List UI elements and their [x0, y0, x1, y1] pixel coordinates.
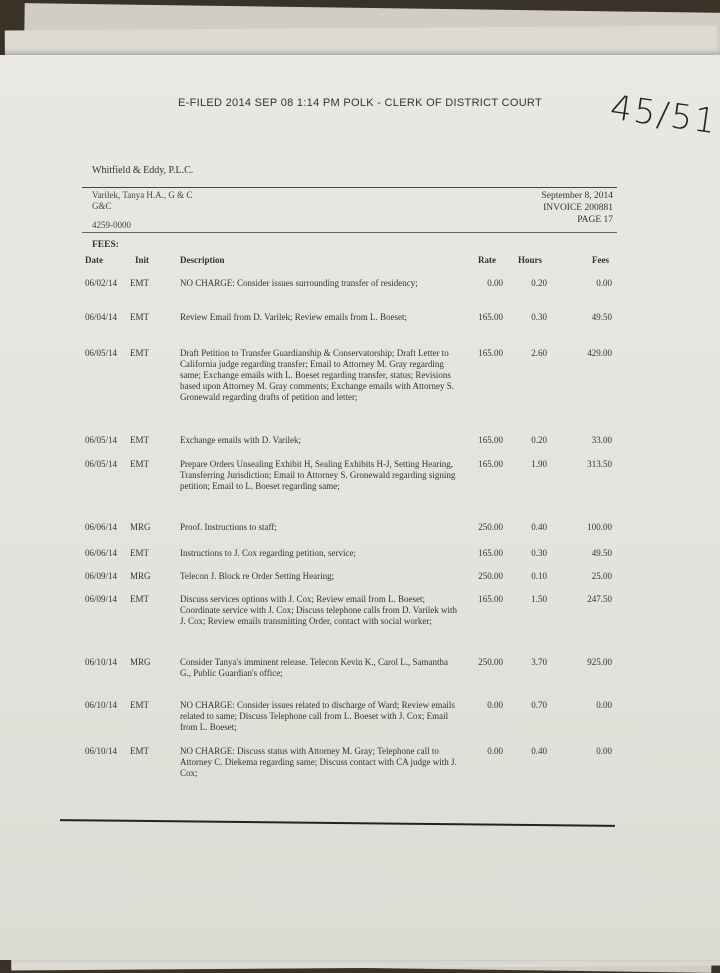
handwritten-page-note: 45/51 — [607, 87, 720, 143]
row-rate: 250.00 — [478, 657, 503, 667]
row-fees: 247.50 — [587, 594, 612, 604]
row-date: 06/05/14 — [85, 435, 118, 445]
row-hours: 0.30 — [531, 312, 547, 322]
row-hours: 1.90 — [531, 459, 547, 469]
row-initials: EMT — [130, 278, 149, 288]
row-description: NO CHARGE: Consider issues related to discharge of Ward; Review emails related to same; Discuss Telephone call from L. Boeset with J. Cox; Email from L. Boeset; — [180, 700, 455, 732]
header-divider — [82, 232, 617, 233]
col-description-header: Description — [180, 255, 225, 265]
row-date: 06/10/14 — [85, 746, 118, 756]
row-date: 06/06/14 — [85, 522, 118, 532]
row-fees: 0.00 — [596, 700, 612, 710]
row-rate: 0.00 — [487, 746, 503, 756]
row-date: 06/10/14 — [85, 657, 118, 667]
header-rule — [82, 187, 617, 188]
row-rate: 250.00 — [478, 522, 503, 532]
row-date: 06/02/14 — [85, 278, 118, 288]
row-rate: 165.00 — [478, 348, 503, 358]
col-rate-header: Rate — [478, 255, 496, 265]
row-initials: MRG — [130, 571, 151, 581]
row-description: Instructions to J. Cox regarding petition, service; — [180, 548, 356, 558]
row-date: 06/05/14 — [85, 348, 118, 358]
row-date: 06/09/14 — [85, 594, 118, 604]
row-rate: 165.00 — [478, 548, 503, 558]
row-fees: 313.50 — [587, 459, 612, 469]
row-description: Telecon J. Block re Order Setting Hearing; — [180, 571, 335, 581]
row-hours: 0.20 — [531, 435, 547, 445]
col-hours-header: Hours — [518, 255, 543, 265]
row-date: 06/06/14 — [85, 548, 118, 558]
row-fees: 0.00 — [596, 746, 612, 756]
row-fees: 49.50 — [591, 548, 612, 558]
client-name: Varilek, Tanya H.A., G & C — [92, 190, 193, 200]
matter-number: 4259-0000 — [92, 220, 131, 230]
row-fees: 49.50 — [591, 312, 612, 322]
row-description: Discuss services options with J. Cox; Review email from L. Boeset; Coordinate service with J. Cox; Discuss telephone calls from D. Varilek with J. Cox; Review emails transmitting Order, contact with social worker; — [180, 594, 458, 626]
row-rate: 250.00 — [478, 571, 503, 581]
row-fees: 100.00 — [587, 522, 612, 532]
row-date: 06/10/14 — [85, 700, 118, 710]
row-description: Consider Tanya's imminent release. Telecon Kevin K., Carol L., Samantha G., Public Guardian's office; — [180, 657, 448, 678]
row-initials: EMT — [130, 312, 149, 322]
invoice-date: September 8, 2014 — [541, 191, 613, 201]
row-description: Proof. Instructions to staff; — [180, 522, 277, 532]
col-fees-header: Fees — [592, 255, 609, 265]
col-init-header: Init — [135, 255, 150, 265]
row-hours: 0.10 — [531, 571, 547, 581]
row-fees: 429.00 — [587, 348, 612, 358]
page-number: PAGE 17 — [577, 215, 613, 225]
row-hours: 0.20 — [531, 278, 547, 288]
row-initials: EMT — [130, 459, 149, 469]
firm-name: Whitfield & Eddy, P.L.C. — [92, 165, 194, 176]
efiled-stamp: E-FILED 2014 SEP 08 1:14 PM POLK - CLERK OF DISTRICT COURT — [177, 97, 542, 109]
row-description: NO CHARGE: Consider issues surrounding transfer of residency; — [180, 278, 418, 288]
row-initials: EMT — [130, 548, 149, 558]
row-initials: EMT — [130, 435, 149, 445]
row-rate: 165.00 — [478, 312, 503, 322]
row-rate: 165.00 — [478, 459, 503, 469]
row-hours: 1.50 — [531, 594, 547, 604]
row-fees: 0.00 — [596, 278, 612, 288]
row-description: Draft Petition to Transfer Guardianship & Conservatorship; Draft Letter to California judge regarding transfer; Email to Attorney M. Gray regarding same; Exchange emails with L. Boeset regarding transfer, status; Revisions based upon Attorney M. Gray comments; Exchange emails with Attorney S. Gronewald regarding drafts of petition and letter; — [180, 348, 454, 402]
invoice-number: INVOICE 200881 — [543, 203, 613, 213]
row-description: Prepare Orders Unsealing Exhibit H, Sealing Exhibits H-J, Setting Hearing, Transferring Jurisdiction; Email to Attorney S. Gronewald regarding signing petition; Email to L. Boeset regarding same; — [180, 459, 456, 491]
row-rate: 0.00 — [487, 700, 503, 710]
invoice-header-right — [480, 190, 613, 226]
row-date: 06/04/14 — [85, 312, 118, 322]
row-description: Exchange emails with D. Varilek; — [180, 435, 302, 445]
row-hours: 3.70 — [531, 657, 547, 667]
row-initials: EMT — [130, 348, 149, 358]
row-initials: MRG — [130, 522, 151, 532]
row-date: 06/09/14 — [85, 571, 118, 581]
col-date-header: Date — [85, 255, 103, 265]
row-initials: MRG — [130, 657, 151, 667]
row-hours: 0.40 — [531, 522, 547, 532]
row-fees: 33.00 — [591, 435, 612, 445]
invoice-page — [0, 55, 720, 960]
row-fees: 925.00 — [587, 657, 612, 667]
row-rate: 165.00 — [478, 594, 503, 604]
client-type: G&C — [92, 201, 112, 211]
row-description: NO CHARGE: Discuss status with Attorney M. Gray; Telephone call to Attorney C. Diekema regarding same; Discuss contact with CA judge with J. Cox; — [180, 746, 457, 778]
client-block — [92, 190, 192, 231]
fees-section-label: FEES: — [92, 240, 119, 250]
page-bottom-rule — [60, 819, 615, 827]
row-date: 06/05/14 — [85, 459, 118, 469]
row-fees: 25.00 — [591, 571, 612, 581]
row-initials: EMT — [130, 594, 149, 604]
row-description: Review Email from D. Varilek; Review emails from L. Boeset; — [180, 312, 408, 322]
row-initials: EMT — [130, 746, 149, 756]
row-hours: 0.40 — [531, 746, 547, 756]
row-initials: EMT — [130, 700, 149, 710]
row-rate: 165.00 — [478, 435, 503, 445]
row-rate: 0.00 — [487, 278, 503, 288]
row-hours: 2.60 — [531, 348, 547, 358]
row-hours: 0.30 — [531, 548, 547, 558]
row-hours: 0.70 — [531, 700, 547, 710]
